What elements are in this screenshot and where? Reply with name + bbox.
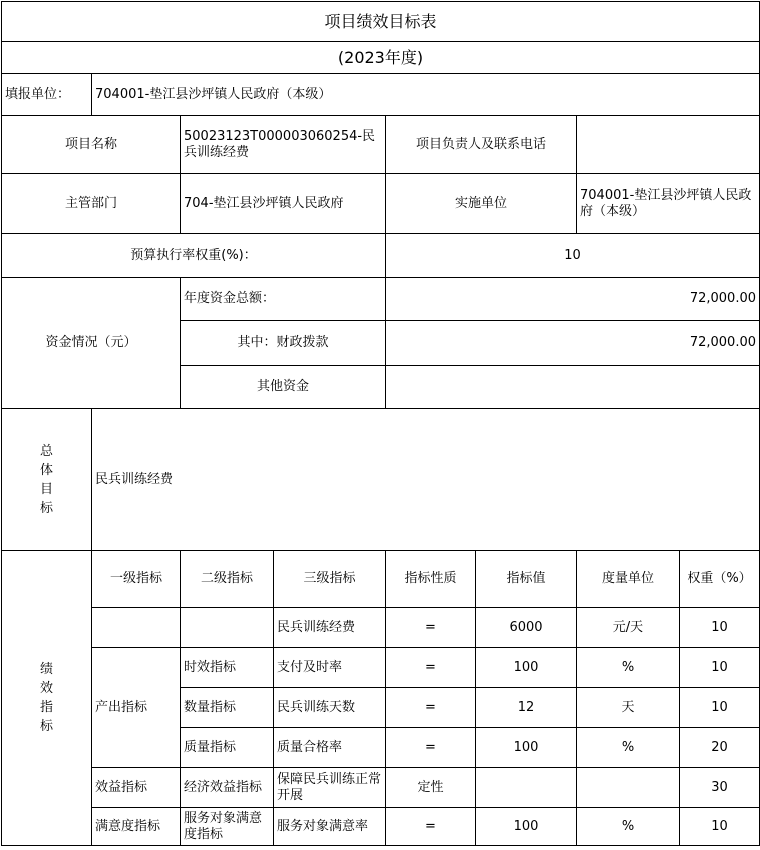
cell-nature: =	[386, 688, 476, 728]
cell-level2	[181, 608, 274, 648]
implementing-unit-value: 704001-垫江县沙坪镇人民政府（本级）	[577, 174, 760, 234]
header-level3: 三级指标	[274, 551, 386, 608]
form-title: 项目绩效目标表	[2, 2, 760, 42]
cell-level2: 时效指标	[181, 648, 274, 688]
cell-unit	[577, 768, 680, 808]
cell-level3: 民兵训练经费	[274, 608, 386, 648]
implementing-unit-label: 实施单位	[386, 174, 577, 234]
cell-nature: =	[386, 608, 476, 648]
cell-value	[476, 768, 577, 808]
project-contact-label: 项目负责人及联系电话	[386, 116, 577, 174]
funds-label: 资金情况（元）	[2, 278, 181, 409]
overall-goal-label: 总体目标	[2, 409, 92, 551]
cell-level3: 支付及时率	[274, 648, 386, 688]
department-label: 主管部门	[2, 174, 181, 234]
cell-level3: 质量合格率	[274, 728, 386, 768]
cell-unit: %	[577, 728, 680, 768]
project-name-value: 50023123T000003060254-民兵训练经费	[181, 116, 386, 174]
cell-level1	[92, 608, 181, 648]
table-row	[2, 608, 760, 648]
table-row	[2, 808, 760, 846]
cell-weight: 30	[680, 768, 760, 808]
budget-weight-label: 预算执行率权重(%)：	[2, 234, 386, 278]
header-weight: 权重（%）	[680, 551, 760, 608]
header-unit: 度量单位	[577, 551, 680, 608]
cell-unit: %	[577, 808, 680, 846]
cell-weight: 10	[680, 648, 760, 688]
indicators-label: 绩效指标	[2, 551, 92, 846]
cell-value: 100	[476, 648, 577, 688]
cell-level3: 民兵训练天数	[274, 688, 386, 728]
fiscal-funds-value: 72,000.00	[386, 321, 760, 366]
cell-level3: 保障民兵训练正常开展	[274, 768, 386, 808]
cell-level2: 质量指标	[181, 728, 274, 768]
reporting-unit-label: 填报单位：	[2, 74, 92, 116]
cell-level3: 服务对象满意率	[274, 808, 386, 846]
cell-value: 12	[476, 688, 577, 728]
cell-nature: =	[386, 728, 476, 768]
cell-level1: 产出指标	[92, 648, 181, 768]
fiscal-funds-label: 其中：财政拨款	[181, 321, 386, 366]
table-row	[2, 768, 760, 808]
other-funds-value	[386, 366, 760, 409]
cell-nature: 定性	[386, 768, 476, 808]
cell-level2: 数量指标	[181, 688, 274, 728]
cell-level1: 效益指标	[92, 768, 181, 808]
form-year: (2023年度)	[2, 42, 760, 74]
cell-weight: 20	[680, 728, 760, 768]
overall-goal-value: 民兵训练经费	[92, 409, 760, 551]
cell-level2: 服务对象满意度指标	[181, 808, 274, 846]
department-value: 704-垫江县沙坪镇人民政府	[181, 174, 386, 234]
cell-unit: 元/天	[577, 608, 680, 648]
cell-level1: 满意度指标	[92, 808, 181, 846]
cell-value: 100	[476, 808, 577, 846]
cell-level2: 经济效益指标	[181, 768, 274, 808]
cell-weight: 10	[680, 688, 760, 728]
cell-nature: =	[386, 648, 476, 688]
cell-weight: 10	[680, 808, 760, 846]
performance-goal-table	[1, 1, 760, 846]
header-value: 指标值	[476, 551, 577, 608]
cell-value: 100	[476, 728, 577, 768]
cell-nature: =	[386, 808, 476, 846]
annual-funds-value: 72,000.00	[386, 278, 760, 321]
project-contact-value	[577, 116, 760, 174]
budget-weight-value: 10	[386, 234, 760, 278]
header-nature: 指标性质	[386, 551, 476, 608]
cell-unit: %	[577, 648, 680, 688]
annual-funds-label: 年度资金总额：	[181, 278, 386, 321]
header-level2: 二级指标	[181, 551, 274, 608]
other-funds-label: 其他资金	[181, 366, 386, 409]
cell-value: 6000	[476, 608, 577, 648]
project-name-label: 项目名称	[2, 116, 181, 174]
cell-weight: 10	[680, 608, 760, 648]
table-row	[2, 648, 760, 688]
reporting-unit-value: 704001-垫江县沙坪镇人民政府（本级）	[92, 74, 760, 116]
cell-unit: 天	[577, 688, 680, 728]
header-level1: 一级指标	[92, 551, 181, 608]
